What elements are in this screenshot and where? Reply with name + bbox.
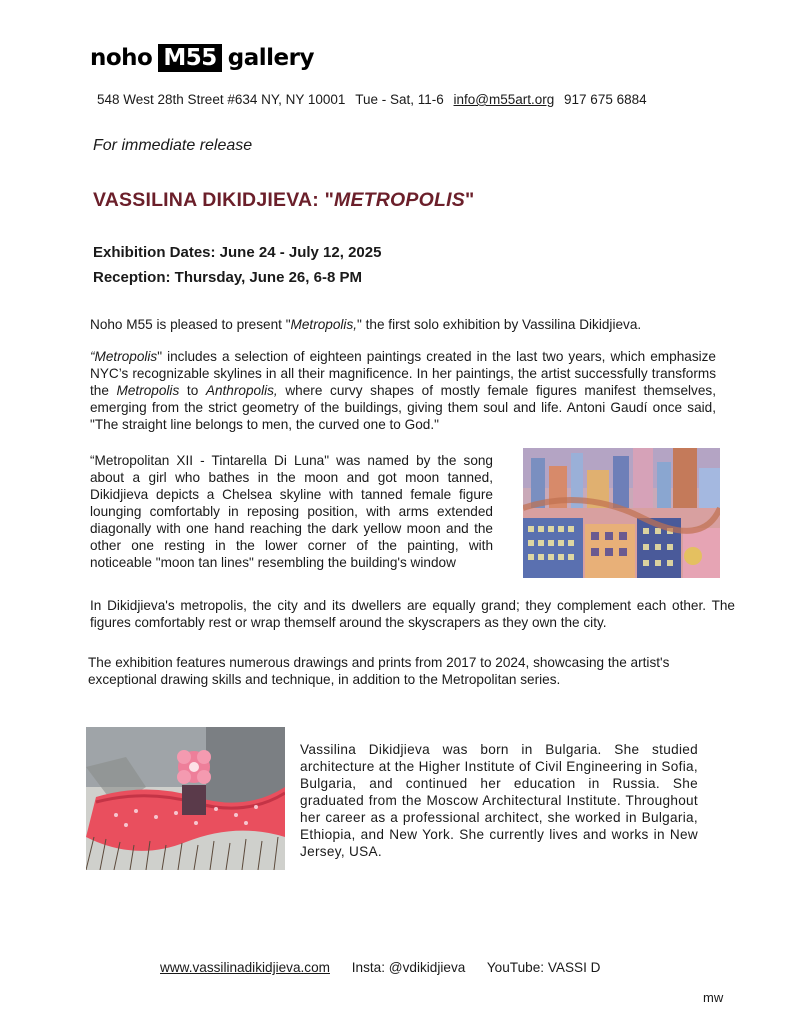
instagram-handle: Insta: @vdikidjieva (351, 960, 466, 975)
painting-description: “Metropolitan XII - Tintarella Di Luna" was named by the song about a girl who bathes in the moon and got moon tanned, Dikidjieva depicts a Chelsea skyline with tanned female figure lounging comfortably in reposing position, with arms extended diagonally with one hand reaching the dark yellow moon and the other one resting in the lower corner of the painting, with noticeable "moon tan lines" resembling the building's window (90, 453, 493, 570)
artist-bio: Vassilina Dikidjieva was born in Bulgaria. She studied architecture at the Higher Institute of Civil Engineering in Sofia, Bulgaria, and continued her education in Russia. She graduated from the Moscow Architectural Institute. Throughout her career as a professional architect, she worked in Bulgaria, Ethiopia, and New York. She currently lives and works in New Jersey, USA. (300, 742, 698, 859)
reception-info: Reception: Thursday, June 26, 6-8 PM (93, 269, 362, 286)
title-show: METROPOLIS (334, 189, 465, 211)
website-link[interactable]: www.vassilinadikidjieva.com (160, 960, 330, 975)
intro-paragraph: Noho M55 is pleased to present "Metropolis," the first solo exhibition by Vassilina Dikidjieva. (90, 317, 642, 332)
drawings-paragraph: The exhibition features numerous drawings and prints from 2017 to 2024, showcasing the artist's exceptional drawing skills and technique, in addition to the Metropolitan series. (88, 655, 670, 687)
opening-hours: Tue - Sat, 11-6 (355, 92, 444, 107)
logo-gallery: gallery (227, 45, 314, 71)
city-dwellers-paragraph: In Dikidjieva's metropolis, the city and its dwellers are equally grand; they complement each other. The figures comfortably rest or wrap themself around the skyscrapers as they own the city. (90, 598, 735, 630)
exhibition-dates: Exhibition Dates: June 24 - July 12, 2025 (93, 244, 382, 261)
gallery-logo (90, 42, 314, 74)
exhibition-title (93, 189, 474, 212)
description-paragraph: “Metropolis" includes a selection of eighteen paintings created in the last two years, which emphasize NYC’s recognizable skylines in all their magnificence. In her paintings, the artist successfully transforms the Metropolis to Anthropolis, where curvy shapes of mostly female figures manifest themselves, emerging from the strict geometry of the buildings, giving them soul and life. Antoni Gaudí once said, "The straight line belongs to men, the curved one to God." (90, 349, 716, 432)
title-artist: VASSILINA DIKIDJIEVA: " (93, 189, 335, 211)
logo-noho: noho (90, 45, 153, 71)
email-link[interactable]: info@m55art.org (453, 92, 555, 107)
footer-links (160, 960, 618, 975)
author-initials: mw (703, 990, 724, 1005)
title-close: " (464, 189, 475, 211)
phone-number: 917 675 6884 (564, 92, 647, 107)
metropolitan-painting-image (523, 448, 720, 578)
street-address: 548 West 28th Street #634 NY, NY 10001 (97, 92, 346, 107)
gallery-address-line (97, 92, 647, 107)
logo-m55-box: M55 (158, 44, 221, 72)
release-line: For immediate release (93, 137, 253, 154)
youtube-channel: YouTube: VASSI D (486, 960, 601, 975)
artist-photo (86, 727, 285, 870)
